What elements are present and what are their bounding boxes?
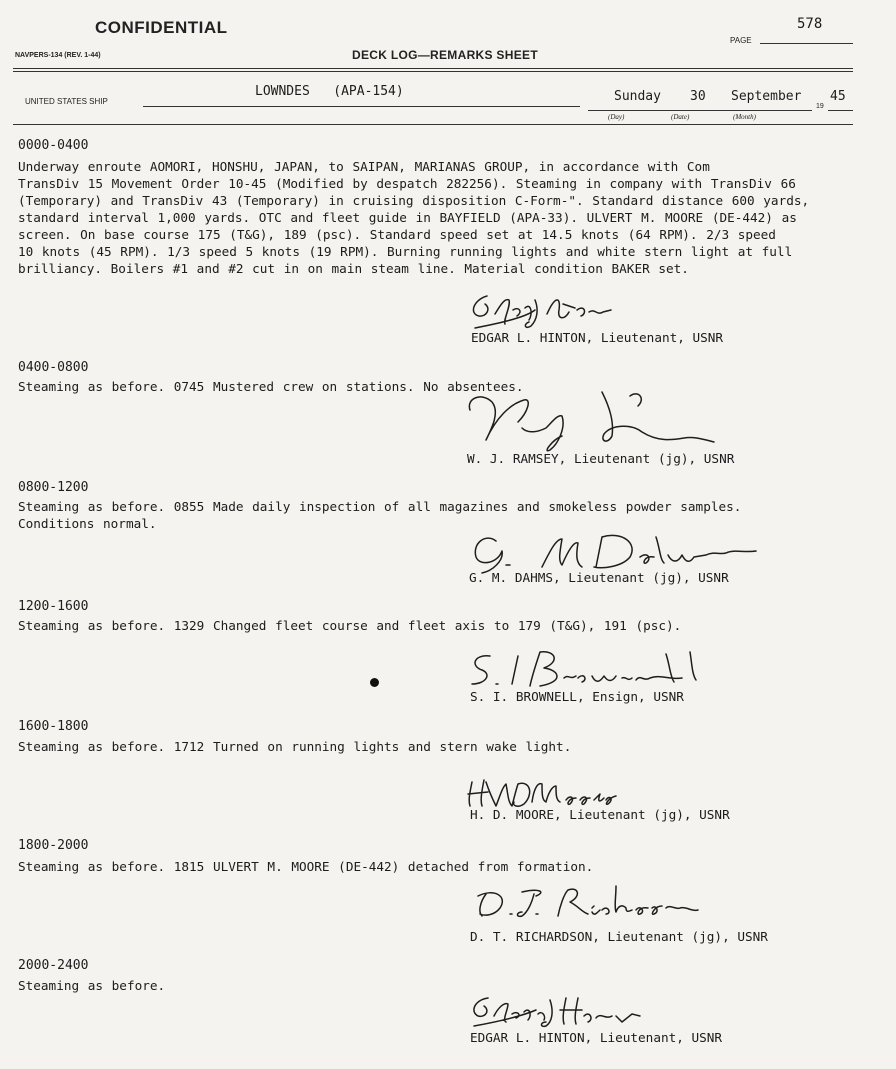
signature-name: W. J. RAMSEY, Lieutenant (jg), USNR <box>467 451 735 466</box>
signature-name: D. T. RICHARDSON, Lieutenant (jg), USNR <box>470 929 768 944</box>
signature-edgar-hinton-2 <box>466 992 646 1032</box>
page-number: 578 <box>797 16 823 32</box>
year-prefix: 19 <box>816 103 824 110</box>
form-number: NAVPERS-134 (REV. 1-44) <box>15 52 101 59</box>
date-line <box>588 110 812 111</box>
day-caption: (Day) <box>608 113 625 121</box>
entry-text-1200-1600: Steaming as before. 1329 Changed fleet course and fleet axis to 179 (T&G), 191 (psc). <box>18 618 682 633</box>
watch-time-2000-2400: 2000-2400 <box>18 958 89 973</box>
watch-time-1800-2000: 1800-2000 <box>18 838 89 853</box>
ship-name: LOWNDES (APA-154) <box>255 84 404 99</box>
log-year: 45 <box>830 89 846 104</box>
signature-wj-ramsey <box>462 388 742 458</box>
header-rule-bottom <box>13 71 853 72</box>
page-label: PAGE <box>730 36 752 45</box>
signature-name: EDGAR L. HINTON, Lieutenant, USNR <box>471 330 724 345</box>
entry-text-0000-0400: Underway enroute AOMORI, HONSHU, JAPAN, to SAIPAN, MARIANAS GROUP, in accordance with Com TransDiv 15 Movement Order 10-45 (Modified by despatch 282256). Steaming in company with TransDiv 66 (Temporary) and TransDiv 43 (Temporary) in cruising disposition C-Form-". Standard distance 600 yards, standard interval 1,000 yards. OTC and fleet guide in BAYFIELD (APA-33). ULVERT M. MOORE (DE-442) as screen. On base course 175 (T&G), 189 (psc). Standard speed set at 14.5 knots (64 RPM). 2/3 speed 10 knots (45 RPM). 1/3 speed 5 knots (19 RPM). Burning running lights and white stern light at full brilliancy. Boilers #1 and #2 cut in on main steam line. Material condition BAKER set. <box>18 159 810 276</box>
entry-text-0400-0800: Steaming as before. 0745 Mustered crew on stations. No absentees. <box>18 379 524 394</box>
signature-name: S. I. BROWNELL, Ensign, USNR <box>470 689 684 704</box>
watch-time-0400-0800: 0400-0800 <box>18 360 89 375</box>
watch-time-0800-1200: 0800-1200 <box>18 480 89 495</box>
entry-text-1600-1800: Steaming as before. 1712 Turned on running lights and stern wake light. <box>18 739 572 754</box>
signature-si-brownell <box>460 648 710 692</box>
year-line <box>828 110 853 111</box>
signature-hd-moore <box>466 776 616 810</box>
header-rule-lower <box>13 124 853 125</box>
ship-name-line <box>143 106 580 107</box>
watch-time-0000-0400: 0000-0400 <box>18 138 89 153</box>
page-title: DECK LOG—REMARKS SHEET <box>352 48 538 62</box>
entry-text-0800-1200: Steaming as before. 0855 Made daily inspection of all magazines and smokeless powder samples. Conditions normal. <box>18 499 742 531</box>
log-day: Sunday <box>614 89 661 104</box>
signature-name: H. D. MOORE, Lieutenant (jg), USNR <box>470 807 730 822</box>
ship-label: UNITED STATES SHIP <box>25 97 108 106</box>
classification-heading: CONFIDENTIAL <box>95 18 228 37</box>
date-caption: (Date) <box>671 113 690 121</box>
header-rule-top <box>13 68 853 69</box>
watch-time-1600-1800: 1600-1800 <box>18 719 89 734</box>
ink-blot <box>370 678 379 687</box>
month-caption: (Month) <box>733 113 756 121</box>
signature-name: EDGAR L. HINTON, Lieutenant, USNR <box>470 1030 723 1045</box>
signature-dt-richardson <box>470 882 710 922</box>
entry-text-1800-2000: Steaming as before. 1815 ULVERT M. MOORE (DE-442) detached from formation. <box>18 859 594 874</box>
watch-time-1200-1600: 1200-1600 <box>18 599 89 614</box>
log-date: 30 <box>690 89 706 104</box>
signature-gm-dahms <box>462 527 762 575</box>
page-number-line <box>760 43 853 44</box>
entry-text-2000-2400: Steaming as before. <box>18 978 166 993</box>
signature-name: G. M. DAHMS, Lieutenant (jg), USNR <box>469 570 729 585</box>
log-month: September <box>731 89 802 104</box>
